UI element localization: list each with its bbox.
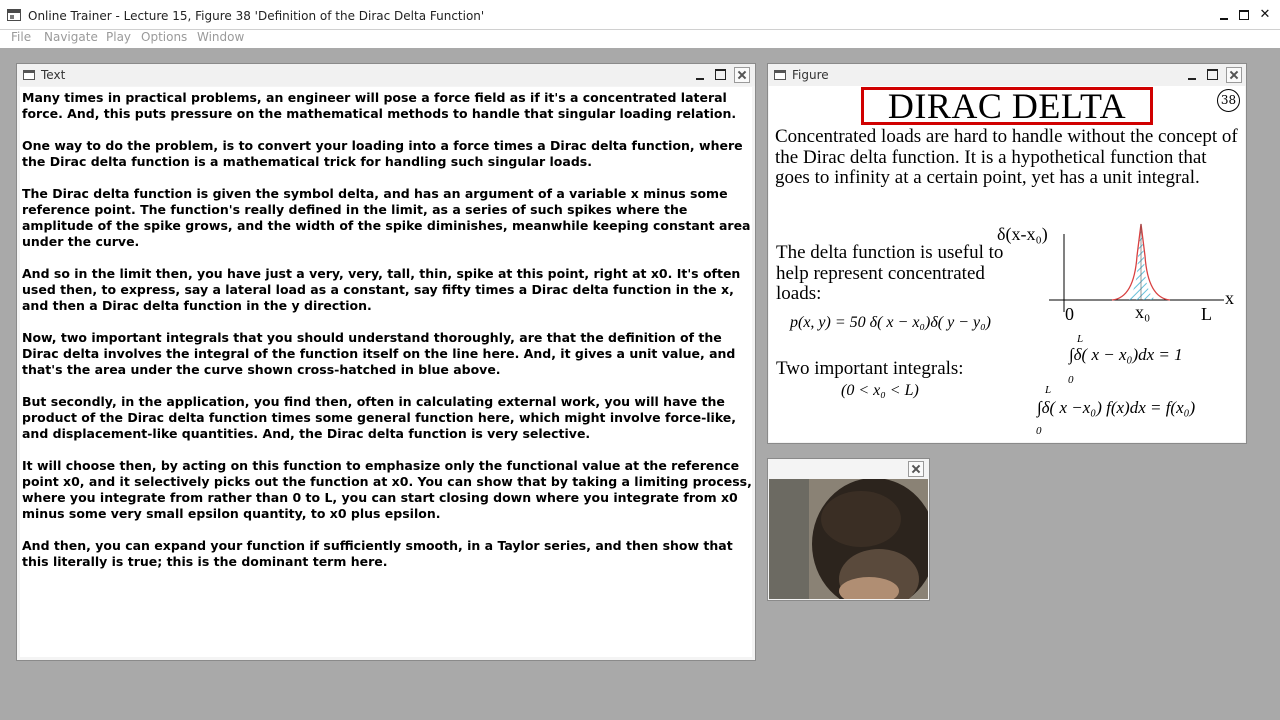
presenter-video-frame: [769, 479, 928, 599]
video-panel: [767, 458, 930, 601]
text-panel-title: Text: [41, 68, 66, 82]
app-window-icon: [7, 9, 21, 21]
video-feed: [769, 479, 928, 599]
integral-sifting: ∫δ( x −x₀) f(x)dx = f(x₀): [1037, 398, 1196, 417]
delta-graph: [994, 216, 1244, 326]
text-panel-titlebar: [17, 64, 755, 86]
minimize-button[interactable]: [1216, 7, 1232, 23]
menu-play[interactable]: Play: [106, 30, 132, 44]
text-paragraph: The Dirac delta function is given the symbol delta, and has an argument of a variable x minus some reference point. The function's really defined in the limit, as a series of such spikes where the amplitude of the spike grows, and the width of the spike diminishes, meanwhile keeping constant area under the curve.: [22, 186, 751, 249]
figure-panel-icon: [774, 70, 786, 80]
figure-panel-titlebar: [768, 64, 1246, 86]
integral-2-upper-limit: L: [1045, 384, 1052, 396]
figure-panel: [767, 63, 1247, 444]
graph-y-label: δ(x-x₀): [997, 224, 1048, 244]
menu-window[interactable]: Window: [197, 30, 245, 44]
text-panel-minimize-button[interactable]: [693, 67, 709, 83]
integrals-heading: Two important integrals:: [776, 358, 964, 379]
integral-2-lower-limit: 0: [1036, 425, 1042, 437]
graph-tick-zero: 0: [1065, 304, 1074, 324]
text-paragraph: And then, you can expand your function if sufficiently smooth, in a Taylor series, and then show that this literally is true; this is the dominant term here.: [22, 538, 733, 569]
maximize-button[interactable]: [1236, 7, 1252, 23]
integral-1-upper-limit: L: [1077, 333, 1084, 345]
video-panel-close-button[interactable]: [908, 461, 924, 477]
integral-unit-area: ∫δ( x − x₀)dx = 1: [1069, 345, 1183, 364]
menu-options[interactable]: Options: [141, 30, 188, 44]
text-content: [20, 87, 752, 657]
graph-tick-x0: x₀: [1135, 302, 1151, 322]
text-panel: [16, 63, 756, 661]
figure-panel-maximize-button[interactable]: [1205, 67, 1221, 83]
close-button[interactable]: [1257, 7, 1273, 23]
maximize-icon: [715, 69, 726, 80]
slide-title: DIRAC DELTA: [861, 87, 1153, 125]
text-paragraph: But secondly, in the application, you find then, often in calculating external work, you will have the product of the Dirac delta function times some general function here, which might involve force-like, and displacement-like quantities. And, the Dirac delta function is very selective.: [22, 394, 737, 441]
text-paragraph: One way to do the problem, is to convert your loading into a force times a Dirac delta function, where the Dirac delta function is a mathematical trick for handling such singular loads.: [22, 138, 743, 169]
slide-delta-text: The delta function is useful to help represent concentrated loads:: [776, 242, 1004, 304]
menu-bar: [0, 30, 1280, 48]
figure-panel-minimize-button[interactable]: [1185, 67, 1201, 83]
slide-number: 38: [1217, 89, 1240, 112]
text-paragraph: It will choose then, by acting on this function to emphasize only the functional value at the reference point x0, and it selectively picks out the function at x0. You can show that by taking a limiting process, where you integrate from rather than 0 to L, you can start closing down where you integrate from x0 minus some very small epsilon quantity, to x0 plus epsilon.: [22, 458, 752, 521]
text-panel-icon: [23, 70, 35, 80]
figure-panel-title: Figure: [792, 68, 829, 82]
minimize-icon: [1220, 18, 1228, 20]
app-titlebar: [0, 0, 1280, 30]
maximize-icon: [1239, 10, 1249, 20]
minimize-icon: [1188, 78, 1196, 80]
slide-intro-text: Concentrated loads are hard to handle without the concept of the Dirac delta function. It is a hypothetical function that goes to infinity at a certain point, yet has a unit integral.: [775, 126, 1238, 188]
figure-slide: [769, 86, 1245, 442]
close-icon: ✕: [1259, 7, 1271, 22]
figure-panel-close-button[interactable]: [1226, 67, 1242, 83]
text-paragraph: And so in the limit then, you have just a very, very, tall, thin, spike at this point, right at x0. It's often used then, to express, say a lateral load as a constant, say fifty times a Dirac delta function in the x, and then a Dirac delta function in the y direction.: [22, 266, 741, 313]
text-panel-close-button[interactable]: [734, 67, 750, 83]
app-title: Online Trainer - Lecture 15, Figure 38 'Definition of the Dirac Delta Function': [28, 9, 485, 23]
menu-file[interactable]: File: [11, 30, 32, 44]
minimize-icon: [696, 78, 704, 80]
maximize-icon: [1207, 69, 1218, 80]
text-panel-maximize-button[interactable]: [713, 67, 729, 83]
text-paragraph: Now, two important integrals that you should understand thoroughly, are that the definition of the Dirac delta involves the integral of the function itself on the line here. And, it gives a unit value, and that's the area under the curve shown cross-hatched in blue above.: [22, 330, 736, 377]
load-equation: p(x, y) = 50 δ( x − x₀)δ( y − y₀): [790, 314, 991, 331]
graph-x-label: x: [1225, 288, 1234, 308]
text-paragraph: Many times in practical problems, an engineer will pose a force field as if it's a concentrated lateral force. And, this puts pressure on the mathematical methods to handle that singular loading relation.: [22, 90, 737, 121]
menu-navigate[interactable]: Navigate: [44, 30, 98, 44]
integral-1-lower-limit: 0: [1068, 374, 1074, 386]
graph-tick-L: L: [1201, 304, 1212, 324]
range-condition: (0 < x₀ < L): [841, 382, 919, 399]
